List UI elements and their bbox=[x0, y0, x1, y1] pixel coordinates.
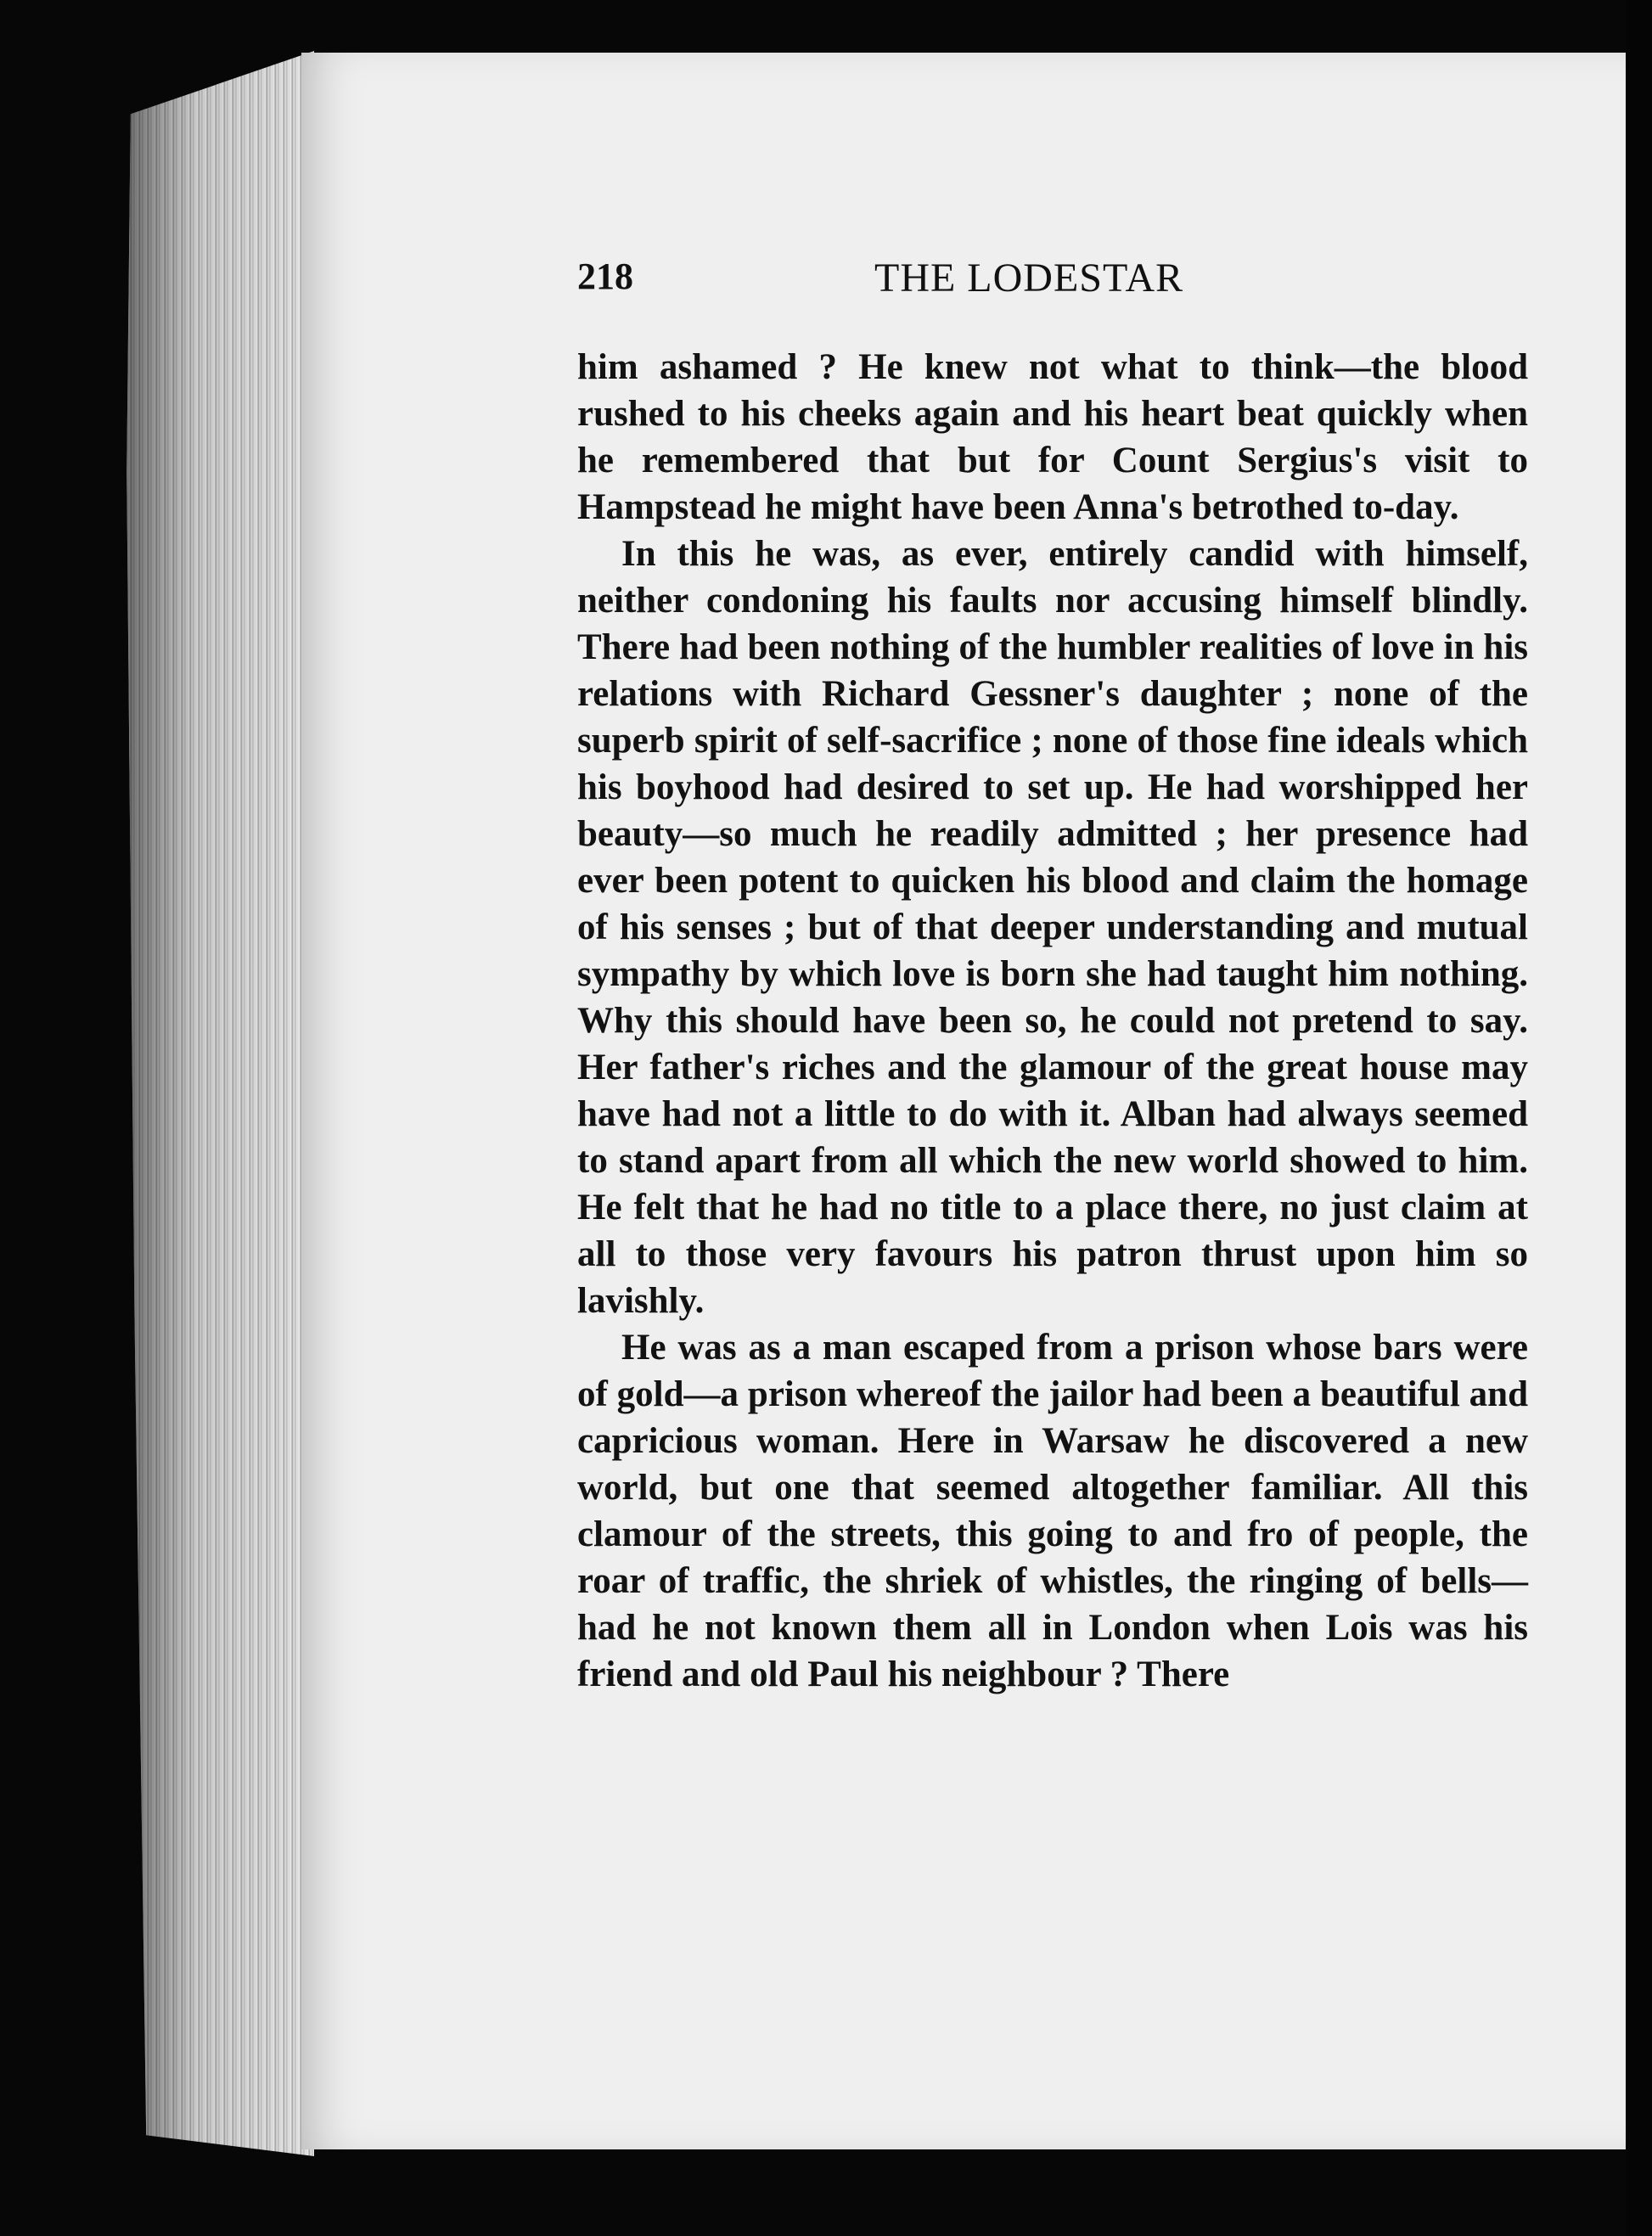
page-number: 218 bbox=[577, 256, 633, 297]
page-edge-shadow bbox=[119, 51, 314, 2156]
body-text bbox=[577, 344, 1528, 1698]
running-head: THE LODESTAR bbox=[874, 256, 1184, 301]
paragraph: In this he was, as ever, entirely candid with himself, neither condoning his faults nor accusing himself blindly. There had been nothing of the humbler realities of love in his relations with Richard Gessner's daughter ; none of the superb spirit of self-sacrifice ; none of those fine ideals which his boyhood had desired to set up. He had worshipped her beauty—so much he readily admitted ; her presence had ever been potent to quicken his blood and claim the homage of his senses ; but of that deeper understanding and mutual sympathy by which love is born she had taught him nothing. Why this should have been so, he could not pretend to say. Her father's riches and the glamour of the great house may have had not a little to do with it. Alban had always seemed to stand apart from all which the new world showed to him. He felt that he had no title to a place there, no just claim at all to those very favours his patron thrust upon him so lavishly. bbox=[577, 534, 1528, 1321]
scan-border bbox=[1627, 0, 1652, 2236]
page-header bbox=[577, 255, 1528, 314]
paragraph: He was as a man escaped from a prison whose bars were of gold—a prison whereof the jailor had been a beautiful and capricious woman. Here in Warsaw he discovered a new world, but one that seemed altogether familiar. All this clamour of the streets, this going to and fro of people, the roar of traffic, the shriek of whistles, the ringing of bells—had he not known them all in London when Lois was his friend and old Paul his neighbour ? There bbox=[577, 1328, 1528, 1694]
paragraph-continued: him ashamed ? He knew not what to think—the blood rushed to his cheeks again and his heart beat quickly when he remembered that but for Count Sergius's visit to Hampstead he might have been Anna's betrothed to-day. bbox=[577, 347, 1528, 527]
